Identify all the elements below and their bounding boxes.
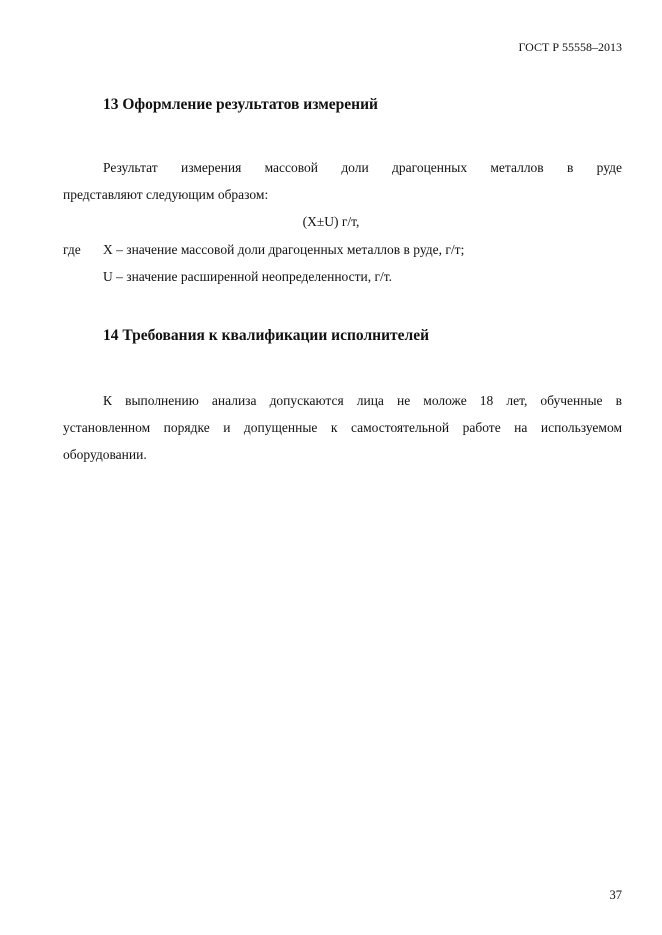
section-14-paragraph [63, 387, 622, 468]
definition-u: U – значение расширенной неопределенности, г/т. [103, 269, 393, 284]
paragraph-line: Результат измерения массовой доли драгоценных металлов в руде [103, 160, 622, 175]
paragraph-line: представляют следующим образом: [63, 187, 269, 202]
result-formula: (X±U) г/т, [302, 214, 360, 229]
paragraph-line: оборудовании. [63, 447, 147, 462]
definition-x [63, 236, 464, 263]
definition-x-text: X – значение массовой доли драгоценных металлов в руде, г/т; [103, 242, 465, 257]
section-13-heading: 13 Оформление результатов измерений [103, 96, 378, 113]
paragraph-line: установленном порядке и допущенные к самостоятельной работе на используемом [63, 420, 622, 435]
page-number: 37 [609, 888, 622, 902]
paragraph-line: К выполнению анализа допускаются лица не моложе 18 лет, обученные в [103, 393, 622, 408]
where-label: где [63, 242, 81, 257]
section-14-heading: 14 Требования к квалификации исполнителей [103, 327, 430, 344]
section-13-paragraph [63, 154, 622, 208]
standard-designation: ГОСТ Р 55558–2013 [518, 40, 622, 54]
